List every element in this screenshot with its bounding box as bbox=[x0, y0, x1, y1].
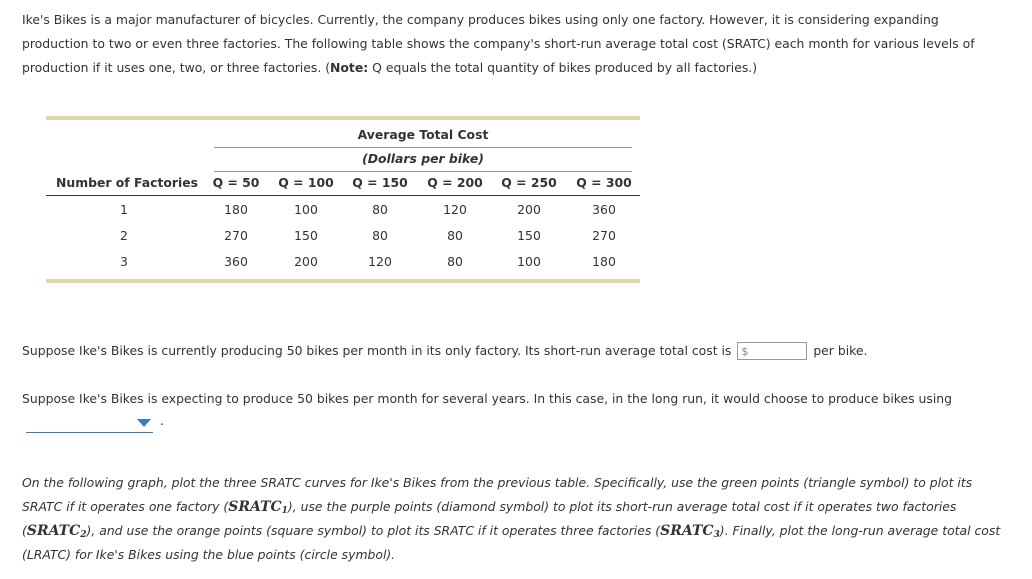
row-label: 2 bbox=[120, 228, 128, 243]
table-cell: 80 bbox=[447, 254, 463, 269]
column-header: Q = 300 bbox=[576, 175, 632, 190]
table-cell: 360 bbox=[224, 254, 248, 269]
sratc1-label bbox=[228, 499, 288, 515]
note-label: Note: bbox=[330, 60, 369, 75]
sratc2-label bbox=[27, 523, 87, 539]
sratc3-subscript: 3 bbox=[713, 530, 720, 540]
table-cell: 100 bbox=[517, 254, 541, 269]
table-cell: 80 bbox=[372, 202, 388, 217]
table-bottom-border bbox=[46, 279, 640, 283]
sratc1-text: SRATC bbox=[228, 499, 282, 515]
table-cell: 120 bbox=[368, 254, 392, 269]
table-cell: 120 bbox=[443, 202, 467, 217]
dropdown-arrow-icon bbox=[137, 419, 151, 427]
table-cell: 270 bbox=[592, 228, 616, 243]
q2-period: . bbox=[160, 413, 164, 428]
column-header: Q = 250 bbox=[501, 175, 557, 190]
table-cell: 80 bbox=[447, 228, 463, 243]
intro-text-b: Q equals the total quantity of bikes produced by all factories.) bbox=[368, 60, 758, 75]
intro-paragraph bbox=[22, 8, 1007, 80]
graph-text-3: ), and use the orange points (square symbol) to plot its SRATC if it operates three factories ( bbox=[86, 523, 661, 538]
sratc2-subscript: 2 bbox=[80, 530, 87, 540]
sratc1-subscript: 1 bbox=[281, 506, 288, 516]
header-rule bbox=[46, 195, 640, 196]
table-cell: 180 bbox=[592, 254, 616, 269]
header-divider bbox=[214, 147, 632, 148]
table-cell: 180 bbox=[224, 202, 248, 217]
table-cell: 360 bbox=[592, 202, 616, 217]
row-label: 3 bbox=[120, 254, 128, 269]
graph-text-2: ), use the purple points (diamond symbol) to plot its short-run average total cost if it operates two factories ( bbox=[22, 499, 957, 538]
graph-text-1: On the following graph, plot the three SRATC curves for Ike's Bikes from the previous table. Specifically, use the green points (triangle symbol) to plot its SRATC if it operates one factory ( bbox=[22, 475, 973, 514]
factories-column-header: Number of Factories bbox=[56, 175, 199, 190]
table-cell: 200 bbox=[517, 202, 541, 217]
sratc3-label bbox=[660, 523, 720, 539]
table-cell: 80 bbox=[372, 228, 388, 243]
graph-instructions bbox=[22, 471, 1007, 567]
factories-dropdown[interactable] bbox=[26, 418, 153, 433]
table-cell: 200 bbox=[294, 254, 318, 269]
row-label: 1 bbox=[120, 202, 128, 217]
atc-header: Average Total Cost bbox=[357, 127, 489, 142]
intro-text-a: Ike's Bikes is a major manufacturer of bicycles. Currently, the company produces bikes using only one factory. However, it is considering expanding production to two or even three factories. The following table shows the company's short-run average total cost (SRATC) each month for various levels of production if it uses one, two, or three factories. ( bbox=[22, 12, 975, 75]
table-top-border bbox=[46, 116, 640, 120]
header-divider bbox=[214, 171, 632, 172]
column-header: Q = 100 bbox=[278, 175, 334, 190]
table-cell: 150 bbox=[294, 228, 318, 243]
q1-text-before: Suppose Ike's Bikes is currently producing 50 bikes per month in its only factory. Its short-run average total cost is bbox=[22, 343, 732, 358]
unit-header: (Dollars per bike) bbox=[362, 151, 484, 166]
q1-text-after: per bike. bbox=[813, 343, 868, 358]
table-cell: 100 bbox=[294, 202, 318, 217]
table-cell: 270 bbox=[224, 228, 248, 243]
sratc-cost-input[interactable] bbox=[737, 342, 807, 360]
table-cell: 150 bbox=[517, 228, 541, 243]
column-header: Q = 150 bbox=[352, 175, 408, 190]
question-1 bbox=[22, 339, 1007, 363]
cost-table bbox=[46, 116, 640, 285]
sratc3-text: SRATC bbox=[660, 523, 714, 539]
dollar-prefix: $ bbox=[741, 344, 749, 358]
q2-text: Suppose Ike's Bikes is expecting to produce 50 bikes per month for several years. In this case, in the long run, it would choose to produce bikes using bbox=[22, 391, 952, 406]
sratc2-text: SRATC bbox=[26, 523, 81, 539]
question-2 bbox=[22, 387, 1007, 411]
column-header: Q = 50 bbox=[212, 175, 260, 190]
column-header: Q = 200 bbox=[427, 175, 483, 190]
graph-text-4: ). Finally, plot the long-run average total cost (LRATC) for Ike's Bikes using the blue points (circle symbol). bbox=[22, 523, 1001, 562]
